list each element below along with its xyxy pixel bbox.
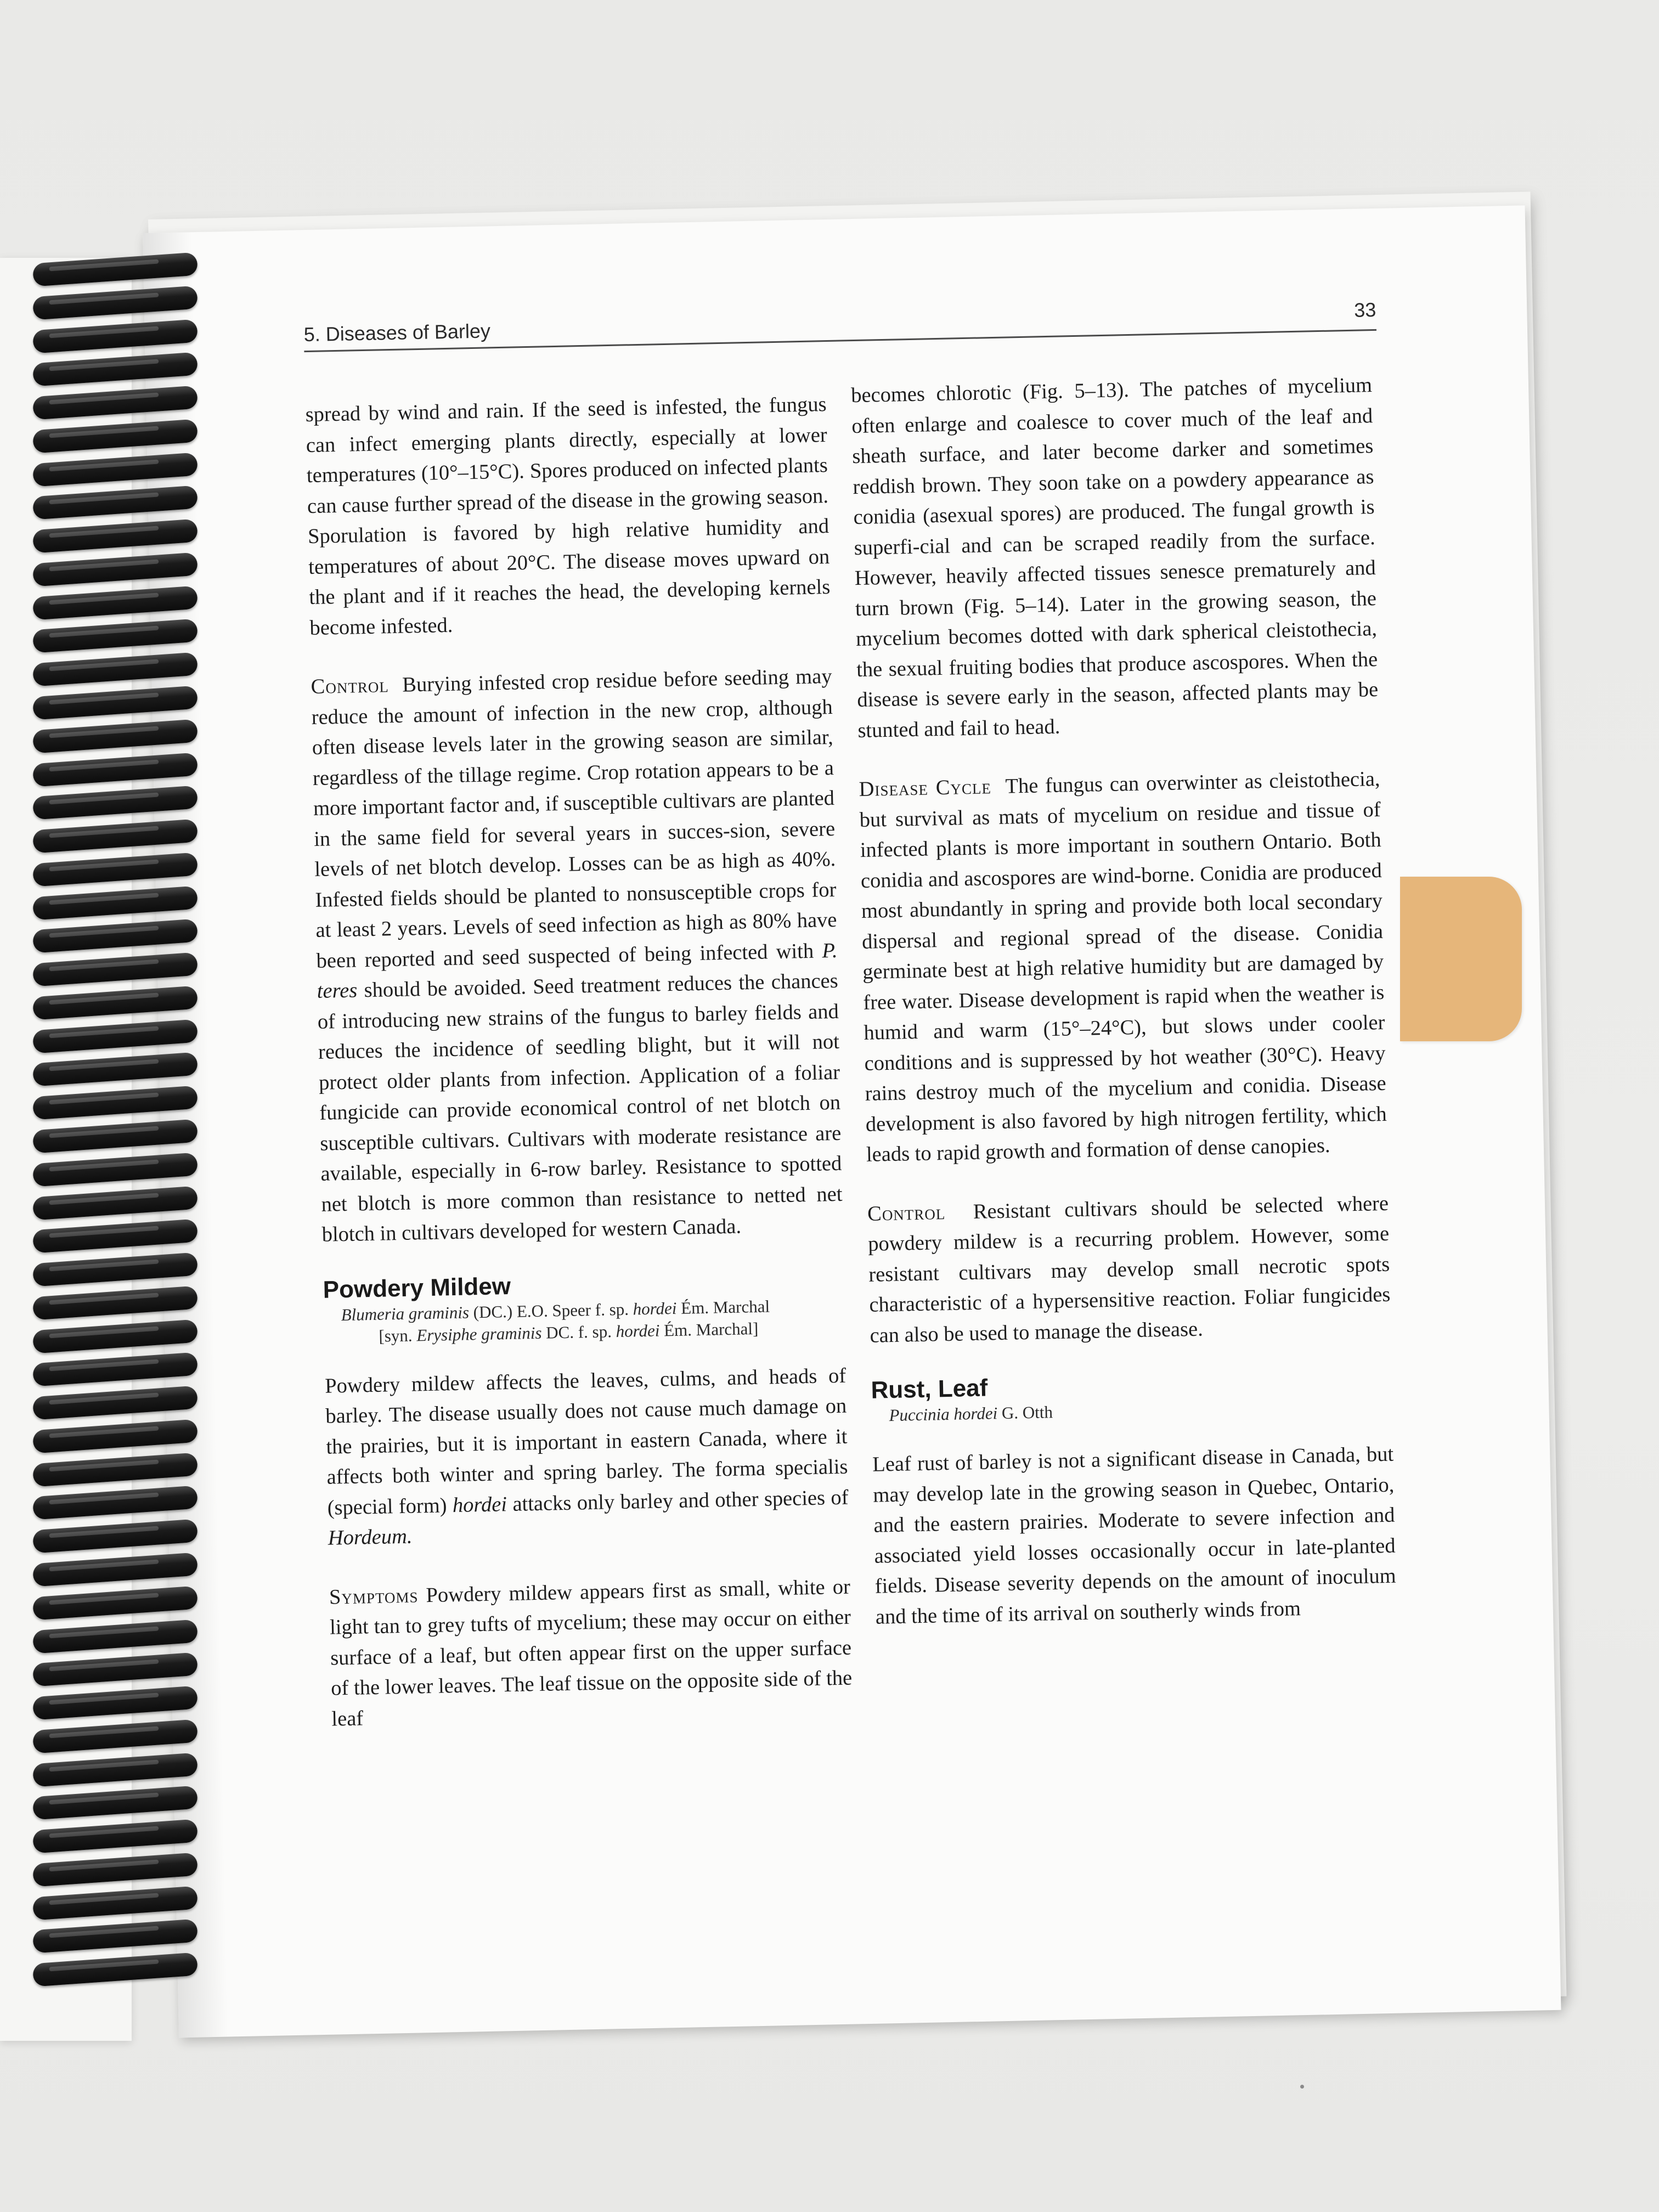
binding-ring <box>32 1052 198 1087</box>
syn-mid: DC. f. sp. <box>545 1321 612 1342</box>
binding-ring <box>32 519 198 554</box>
binding-ring <box>32 1853 198 1887</box>
control-text-2: Resistant cultivars should be selected where powdery mildew is a recurring problem. However, some resistant cultivars may develop small necrotic spots characteristic of a hypersensitive reaction. Foliar fungicides can also be used to manage the disease. <box>867 1192 1391 1347</box>
paragraph-powdery-intro <box>325 1361 849 1554</box>
binding-ring <box>32 652 198 687</box>
page-number: 33 <box>1353 298 1376 321</box>
syn-close: Ém. Marchal] <box>663 1318 759 1340</box>
binding-ring <box>32 486 198 520</box>
paragraph-control-powdery <box>867 1188 1391 1351</box>
runin-heading-control: Control <box>311 674 390 699</box>
binding-ring <box>32 719 198 753</box>
paragraph-symptoms <box>329 1572 853 1735</box>
binding-ring <box>32 1819 198 1854</box>
left-column <box>305 390 853 1735</box>
binding-ring <box>32 1652 198 1687</box>
symptoms-text: Powdery mildew appears first as small, white or light tan to grey tufts of mycelium; these may occur on either surface of a leaf, but often appear first on the upper surface of the lower leaves. The leaf tissue on the opposite side of the leaf <box>329 1575 853 1731</box>
binding-ring <box>32 285 198 320</box>
section-title-powdery-mildew: Powdery Mildew <box>323 1272 511 1304</box>
paragraph-leaf-rust: Leaf rust of barley is not a significant disease in Canada, but may develop late in the growing season in Quebec, Ontario, and the eastern prairies. Moderate to severe infection and associated yield losses occasionally occur in late-planted fields. Disease severity depends on the amount of inoculum and the time of its arrival on southerly winds from <box>872 1442 1397 1629</box>
binding-ring <box>32 619 198 653</box>
runin-heading-control-2: Control <box>867 1200 946 1226</box>
binding-ring <box>32 1452 198 1487</box>
binding-ring <box>32 1686 198 1720</box>
intro-forma: hordei <box>452 1492 507 1517</box>
intro-genus: Hordeum. <box>328 1525 413 1550</box>
binding-ring <box>32 1953 198 1987</box>
dust-speck <box>1300 2085 1304 2089</box>
binding-ring <box>32 1019 198 1053</box>
pathogen-forma: hordei <box>633 1298 677 1318</box>
binding-ring <box>32 1919 198 1954</box>
right-column <box>851 370 1397 1633</box>
binding-ring <box>32 1786 198 1820</box>
paragraph-spread: spread by wind and rain. If the seed is infested, the fungus can infect emerging plants directly, especially at lower temperatures (10°–15°C). Spores produced on infected plants can cause further spread of the disease in the growing season. Sporulation is favored by high relative humidity and temperatures of about 20°C. The disease moves upward on the plant and if it reaches the head, the developing kernels become infested. <box>305 393 831 640</box>
running-head: 5. Diseases of Barley <box>303 319 491 346</box>
binding-ring <box>32 1219 198 1254</box>
paragraph-control-net-blotch <box>311 662 843 1250</box>
page-header <box>303 291 1376 352</box>
binding-ring <box>32 1752 198 1787</box>
binding-ring <box>32 319 198 353</box>
binding-ring <box>32 1486 198 1520</box>
binding-ring <box>32 585 198 620</box>
species-name: P. teres <box>317 939 838 1003</box>
rust-species: Puccinia hordei <box>889 1403 998 1425</box>
binding-ring <box>32 986 198 1020</box>
syn-forma: hordei <box>616 1320 660 1341</box>
binding-ring <box>32 1352 198 1387</box>
binding-ring <box>32 1285 198 1320</box>
intro-text: Powdery mildew affects the leaves, culms, and heads of barley. The disease usually does not cause much damage on the prairies, but it is important in eastern Canada, where it affects both winter and spring barley. The forma specialis (special form) <box>324 1364 848 1520</box>
book-page <box>143 205 1561 2038</box>
binding-ring <box>32 1619 198 1654</box>
cycle-text: The fungus can overwinter as cleistothecia, but survival as mats of mycelium on residue and tissue of infected plants is more important in southern Ontario. Both conidia and ascospores are wind-borne. Conidia are produced most abundantly in spring and provide both local secondary dispersal and regional spread of the disease. Conidia germinate best at high relative humidity but are damaged by free water. Disease development is rapid when the weather is humid and warm (15°–24°C), but slows under cooler conditions and is suppressed by hot weather (30°C). Heavy rains destroy much of the mycelium and conidia. Disease development is also favored by high nitrogen fertility, which leads to rapid growth and formation of dense canopies. <box>859 767 1387 1166</box>
binding-ring <box>32 1719 198 1753</box>
binding-ring <box>32 552 198 587</box>
control-text-cont: should be avoided. Seed treatment reduces the chances of introducing new strains of the fungus to barley fields and reduces the incidence of seedling blight, but it will not protect older plants from infection. Application of a foliar fungicide can provide economical control of net blotch on susceptible cultivars. Cultivars with moderate resistance are available, especially in 6-row barley. Resistance to spotted net blotch is more common than resistance to netted net blotch in cultivars developed for western Canada. <box>317 969 843 1246</box>
binding-ring <box>32 852 198 887</box>
binding-ring <box>32 1152 198 1187</box>
binding-ring <box>32 1386 198 1420</box>
intro-text-cont: attacks only barley and other species of <box>512 1486 849 1516</box>
binding-ring <box>32 1252 198 1287</box>
binding-ring <box>32 885 198 920</box>
binding-ring <box>32 1119 198 1154</box>
binding-ring <box>32 952 198 987</box>
binding-ring <box>32 386 198 420</box>
binding-ring <box>32 1519 198 1554</box>
binding-ring <box>32 686 198 720</box>
binding-ring <box>32 1186 198 1220</box>
control-text: Burying infested crop residue before seeding may reduce the amount of infection in the new crop, although often disease levels later in the growing season are similar, regardless of the tillage regime. Crop rotation appears to be a more important factor and, if susceptible cultivars are planted in the same field for several years in succes-sion, severe levels of net blotch develop. Losses can be as high as 40%. Infested fields should be planted to nonsusceptible crops for at least 2 years. Levels of seed infection as high as 80% have been reported and seed suspected of being infected with <box>311 664 837 973</box>
binding-ring <box>32 919 198 953</box>
binding-ring <box>32 352 198 387</box>
binding-ring <box>32 419 198 453</box>
binding-ring <box>32 1585 198 1620</box>
syn-genus: Erysiphe graminis <box>416 1323 542 1345</box>
runin-heading-disease-cycle: Disease Cycle <box>859 775 992 801</box>
binding-ring <box>32 1319 198 1353</box>
binding-ring <box>32 1419 198 1454</box>
section-title-leaf-rust: Rust, Leaf <box>871 1374 988 1404</box>
runin-heading-symptoms: Symptoms <box>329 1583 419 1609</box>
syn-open: [syn. <box>379 1325 413 1346</box>
binding-ring <box>32 1553 198 1587</box>
pathogen-authority: (DC.) E.O. Speer f. sp. <box>473 1299 629 1322</box>
rust-authority: G. Otth <box>1001 1402 1053 1423</box>
pathogen-genus: Blumeria graminis <box>341 1302 470 1324</box>
binding-ring <box>32 1086 198 1120</box>
paragraph-symptoms-cont: becomes chlorotic (Fig. 5–13). The patches of mycelium often enlarge and coalesce to cover much of the leaf and sheath surface, and later become darker and sometimes reddish brown. They soon take on a powdery appearance as conidia (asexual spores) are produced. The fungal growth is superfi-cial and can be scraped readily from the surface. However, heavily affected tissues senesce prematurely and turn brown (Fig. 5–14). Later in the growing season, the mycelium becomes dotted with dark spherical cleistothecia, the sexual fruiting bodies that produce ascospores. When the disease is severe early in the season, affected plants may be stunted and fail to head. <box>850 374 1379 742</box>
binding-ring <box>32 819 198 854</box>
binding-ring <box>32 452 198 487</box>
binding-ring <box>32 752 198 787</box>
thumb-index-tab <box>1400 877 1522 1041</box>
pathogen-authority-2: Ém. Marchal <box>680 1296 770 1318</box>
paragraph-disease-cycle <box>859 764 1387 1170</box>
binding-ring <box>32 252 198 287</box>
binding-ring <box>32 786 198 820</box>
binding-ring <box>32 1886 198 1920</box>
spiral-binding <box>33 258 208 2008</box>
